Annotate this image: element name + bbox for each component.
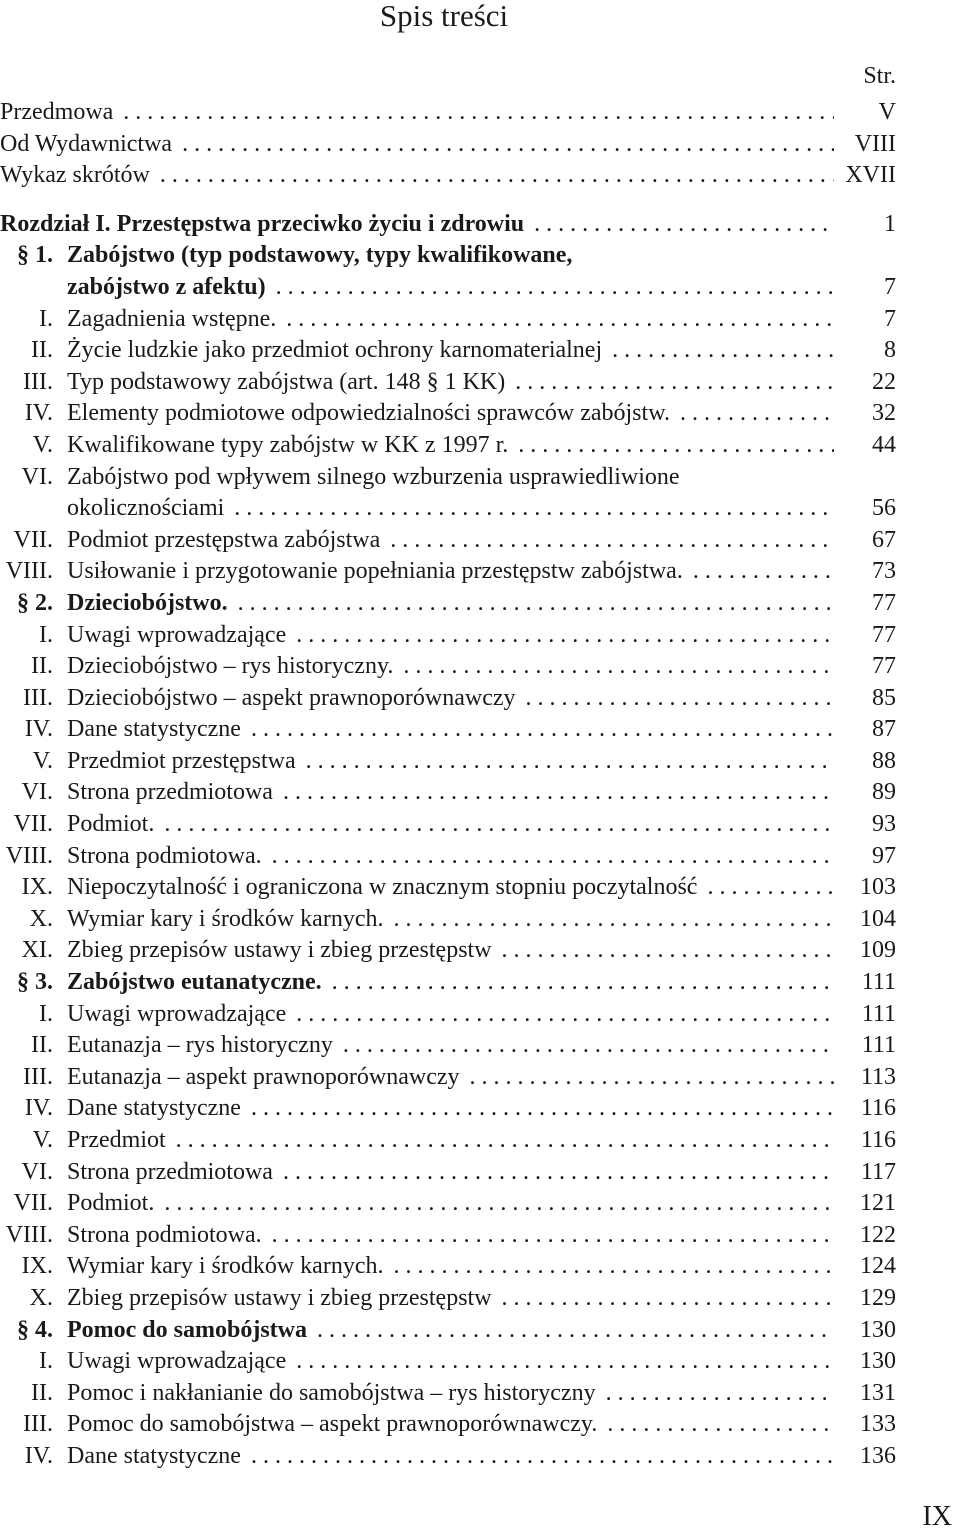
toc-entry <box>0 493 960 525</box>
toc-entry-number: II. <box>31 337 53 364</box>
toc-entry-leader <box>67 620 834 652</box>
toc-entry <box>0 588 960 620</box>
toc-entry-leader <box>67 1125 834 1157</box>
toc-entry <box>0 683 960 715</box>
toc-entry-leader <box>67 304 834 336</box>
toc-entry-leader <box>67 683 834 715</box>
toc-entry-leader <box>67 714 834 746</box>
toc-entry-leader <box>67 493 834 525</box>
toc-entry-number: I. <box>39 1000 53 1027</box>
toc-entry <box>0 872 960 904</box>
toc-entry-number: § 3. <box>17 969 53 996</box>
toc-entry-number: VIII. <box>5 558 53 585</box>
toc-entry-number: § 1. <box>17 242 53 269</box>
toc-entry-leader <box>67 1346 834 1378</box>
toc-entry <box>0 209 960 241</box>
page-column-label: Str. <box>863 63 896 89</box>
toc-entry-title: Eutanazja – aspekt prawnoporównawczy <box>67 1064 464 1090</box>
toc-entry-leader <box>67 1251 834 1283</box>
toc-entry-leader <box>67 935 834 967</box>
toc-entry-page: 89 <box>836 777 896 809</box>
toc-entry-number: § 4. <box>17 1316 53 1343</box>
toc-entry-title: Dane statystyczne <box>67 1095 245 1121</box>
toc-entry-number: III. <box>23 684 53 711</box>
toc-entry-number: X. <box>29 905 53 932</box>
toc-entry-title: Strona przedmiotowa <box>67 779 277 805</box>
toc-entry-title: Pomoc do samobójstwa – aspekt prawnoporównawczy. <box>67 1411 601 1437</box>
toc-entry-title: Elementy podmiotowe odpowiedzialności sprawców zabójstw. <box>67 400 674 426</box>
toc-entry-page: 131 <box>836 1378 896 1410</box>
toc-entry-page: 93 <box>836 809 896 841</box>
page-title: Spis treści <box>379 0 509 33</box>
toc-entry-leader <box>67 1441 834 1473</box>
toc-entry-page: 77 <box>836 620 896 652</box>
toc-entry <box>0 1157 960 1189</box>
toc-entry-title: Zbieg przepisów ustawy i zbieg przestępstw <box>67 937 496 963</box>
toc-entry-number: IV. <box>24 716 53 743</box>
toc-entry <box>0 160 960 192</box>
toc-entry-leader <box>67 746 834 778</box>
toc-entry-page: 133 <box>836 1409 896 1441</box>
toc-entry-page: 73 <box>836 556 896 588</box>
toc-entry-leader <box>67 1220 834 1252</box>
toc-entry-leader <box>67 525 834 557</box>
toc-entry <box>0 1062 960 1094</box>
toc-entry <box>0 1441 960 1473</box>
toc-entry-page: 130 <box>836 1346 896 1378</box>
toc-entry-number: II. <box>31 1032 53 1059</box>
toc-entry <box>0 841 960 873</box>
toc-entry-leader <box>67 904 834 936</box>
toc-entry-leader <box>67 272 834 304</box>
toc-entry <box>0 462 960 494</box>
toc-entry-number: VII. <box>13 526 53 553</box>
toc-entry-title: Wymiar kary i środków karnych. <box>67 1253 387 1279</box>
toc-entry-page: 129 <box>836 1283 896 1315</box>
toc-entry-leader <box>67 809 834 841</box>
toc-entry-leader <box>67 1409 834 1441</box>
toc-entry-leader <box>67 335 834 367</box>
toc-entry-leader <box>67 1283 834 1315</box>
toc-entry-leader <box>0 129 834 161</box>
toc-entry-page: VIII <box>836 129 896 161</box>
toc-entry-title: Eutanazja – rys historyczny <box>67 1032 337 1058</box>
toc-entry-page: 56 <box>836 493 896 525</box>
toc-entry-page: XVII <box>836 160 896 192</box>
toc-entry-number: VIII. <box>5 842 53 869</box>
toc-entry-page: 109 <box>836 935 896 967</box>
toc-entry-title: Uwagi wprowadzające <box>67 622 290 648</box>
toc-entry-number: III. <box>23 368 53 395</box>
toc-entry-leader <box>0 209 834 241</box>
toc-entry-number: IX. <box>21 874 53 901</box>
toc-entry <box>0 525 960 557</box>
toc-entry-number: VII. <box>13 1190 53 1217</box>
toc-entry <box>0 129 960 161</box>
toc-entry-page: 8 <box>836 335 896 367</box>
toc-entry-title: Dane statystyczne <box>67 716 245 742</box>
toc-entry-leader <box>67 841 834 873</box>
toc-entry-number: IX. <box>21 1253 53 1280</box>
toc-entry <box>0 367 960 399</box>
toc-entry <box>0 935 960 967</box>
toc-entry-page: 117 <box>836 1157 896 1189</box>
toc-entry <box>0 1125 960 1157</box>
toc-entry <box>0 1188 960 1220</box>
toc-entry-page: 87 <box>836 714 896 746</box>
toc-entry <box>0 967 960 999</box>
toc-entry-page: 77 <box>836 588 896 620</box>
toc-entry <box>0 97 960 129</box>
toc-entry-leader <box>67 1188 834 1220</box>
toc-entry-title: Niepoczytalność i ograniczona w znacznym stopniu poczytalność <box>67 874 701 900</box>
toc-entry-number: I. <box>39 1348 53 1375</box>
toc-entry-number: § 2. <box>17 589 53 616</box>
toc-entry-title: Typ podstawowy zabójstwa (art. 148 § 1 KK) <box>67 369 509 395</box>
toc-entry-leader <box>67 967 834 999</box>
toc-entry-number: VI. <box>21 779 53 806</box>
toc-entry-leader <box>67 240 834 272</box>
toc-entry-title: Dzieciobójstwo. <box>67 590 232 616</box>
toc-entry <box>0 272 960 304</box>
toc-entry-leader <box>67 398 834 430</box>
toc-entry-page: 7 <box>836 304 896 336</box>
toc-entry-page: 116 <box>836 1125 896 1157</box>
toc-entry <box>0 1346 960 1378</box>
toc-entry-page: 111 <box>836 1030 896 1062</box>
toc-entry-number: I. <box>39 621 53 648</box>
toc-entry-page: 104 <box>836 904 896 936</box>
toc-entry-page: 85 <box>836 683 896 715</box>
toc-entry <box>0 430 960 462</box>
toc-entry-leader <box>67 1093 834 1125</box>
toc-entry-page: 116 <box>836 1093 896 1125</box>
toc-entry <box>0 335 960 367</box>
toc-entry <box>0 1220 960 1252</box>
toc-entry-page: 130 <box>836 1315 896 1347</box>
toc-entry-page: 122 <box>836 1220 896 1252</box>
toc-entry-page: 103 <box>836 872 896 904</box>
toc-entry-leader <box>67 556 834 588</box>
toc-entry-title: Zabójstwo pod wpływem silnego wzburzenia usprawiedliwione <box>67 464 684 490</box>
toc-entry-title: Strona podmiotowa. <box>67 1222 266 1248</box>
toc-entry-title: Zagadnienia wstępne. <box>67 306 280 332</box>
toc-entry-number: X. <box>29 1284 53 1311</box>
toc-entry <box>0 1030 960 1062</box>
toc-entry-number: IV. <box>24 1442 53 1469</box>
toc-entry-leader <box>67 462 834 494</box>
toc-entry-number: VIII. <box>5 1221 53 1248</box>
toc-entry-leader <box>67 1030 834 1062</box>
toc-entry-number: VII. <box>13 811 53 838</box>
toc-entry-leader <box>67 777 834 809</box>
toc-entry <box>0 746 960 778</box>
toc-entry <box>0 556 960 588</box>
toc-entry-title: Wymiar kary i środków karnych. <box>67 906 387 932</box>
toc-entry <box>0 809 960 841</box>
toc-entry-leader <box>67 1378 834 1410</box>
toc-entry-number: I. <box>39 305 53 332</box>
toc-entry-title: zabójstwo z afektu) <box>67 274 270 300</box>
toc-entry-title: Od Wydawnictwa <box>0 131 176 157</box>
toc-entry <box>0 777 960 809</box>
toc-entry-title: Uwagi wprowadzające <box>67 1348 290 1374</box>
table-of-contents <box>0 97 960 1473</box>
toc-entry-leader <box>67 999 834 1031</box>
toc-entry-number: V. <box>32 747 53 774</box>
toc-entry-page: 121 <box>836 1188 896 1220</box>
toc-entry <box>0 240 960 272</box>
toc-entry-title: Dzieciobójstwo – aspekt prawnoporównawczy <box>67 685 520 711</box>
toc-entry <box>0 398 960 430</box>
toc-entry-number: II. <box>31 1379 53 1406</box>
toc-entry-title: Usiłowanie i przygotowanie popełniania przestępstw zabójstwa. <box>67 558 687 584</box>
toc-entry <box>0 620 960 652</box>
toc-entry-title: Wykaz skrótów <box>0 162 154 188</box>
toc-entry <box>0 1093 960 1125</box>
toc-entry <box>0 304 960 336</box>
toc-entry-title: Rozdział I. Przestępstwa przeciwko życiu i zdrowiu <box>0 211 528 237</box>
toc-entry <box>0 714 960 746</box>
toc-entry-leader <box>0 160 834 192</box>
toc-entry-leader <box>67 872 834 904</box>
toc-entry-page: 111 <box>836 999 896 1031</box>
toc-entry-leader <box>67 1062 834 1094</box>
toc-entry-page: 1 <box>836 209 896 241</box>
toc-entry-title: Dzieciobójstwo – rys historyczny. <box>67 653 397 679</box>
toc-entry-page: 22 <box>836 367 896 399</box>
toc-entry <box>0 904 960 936</box>
toc-entry <box>0 1283 960 1315</box>
toc-entry-title: okolicznościami <box>67 495 228 521</box>
toc-entry <box>0 651 960 683</box>
toc-entry <box>0 1315 960 1347</box>
toc-entry-title: Podmiot przestępstwa zabójstwa <box>67 527 384 553</box>
toc-entry-page: 32 <box>836 398 896 430</box>
toc-entry-leader <box>67 588 834 620</box>
toc-entry-page: V <box>836 97 896 129</box>
toc-entry-title: Strona przedmiotowa <box>67 1159 277 1185</box>
toc-entry-title: Przedmowa <box>0 99 117 125</box>
toc-entry-title: Podmiot. <box>67 1190 158 1216</box>
toc-entry-leader <box>67 1315 834 1347</box>
toc-entry-title: Przedmiot przestępstwa <box>67 748 300 774</box>
toc-entry-number: IV. <box>24 1095 53 1122</box>
toc-entry-title: Pomoc do samobójstwa <box>67 1317 311 1343</box>
toc-entry-title: Zbieg przepisów ustawy i zbieg przestępstw <box>67 1285 496 1311</box>
toc-entry-title: Podmiot. <box>67 811 158 837</box>
toc-entry-page: 136 <box>836 1441 896 1473</box>
toc-entry-number: V. <box>32 1127 53 1153</box>
toc-entry-number: VI. <box>21 463 53 490</box>
toc-entry-page: 44 <box>836 430 896 462</box>
toc-entry-title: Kwalifikowane typy zabójstw w KK z 1997 r. <box>67 432 512 458</box>
toc-entry-number: III. <box>23 1411 53 1438</box>
toc-entry-page: 77 <box>836 651 896 683</box>
toc-entry-page: 113 <box>836 1062 896 1094</box>
toc-entry-page: 97 <box>836 841 896 873</box>
toc-entry-title: Przedmiot <box>67 1127 170 1153</box>
toc-entry-number: VI. <box>21 1158 53 1185</box>
toc-entry-page: 111 <box>836 967 896 999</box>
toc-entry-page: 67 <box>836 525 896 557</box>
toc-entry-page: 7 <box>836 272 896 304</box>
toc-entry-number: III. <box>23 1063 53 1090</box>
toc-entry-page: 88 <box>836 746 896 778</box>
toc-entry-leader <box>0 97 834 129</box>
toc-entry-leader <box>67 1157 834 1189</box>
toc-entry <box>0 1409 960 1441</box>
toc-entry-number: II. <box>31 653 53 680</box>
toc-entry-title: Dane statystyczne <box>67 1443 245 1469</box>
page-folio: IX <box>922 1501 952 1532</box>
toc-entry-number: XI. <box>21 937 53 964</box>
toc-entry-title: Pomoc i nakłanianie do samobójstwa – rys historyczny <box>67 1380 600 1406</box>
toc-entry-title: Uwagi wprowadzające <box>67 1001 290 1027</box>
toc-entry-page: 124 <box>836 1251 896 1283</box>
toc-entry <box>0 999 960 1031</box>
toc-entry-number: V. <box>32 431 53 458</box>
toc-entry-title: Życie ludzkie jako przedmiot ochrony karnomaterialnej <box>67 337 606 363</box>
toc-entry-leader <box>67 367 834 399</box>
toc-entry <box>0 1378 960 1410</box>
toc-entry-title: Strona podmiotowa. <box>67 843 266 869</box>
toc-entry-title: Zabójstwo (typ podstawowy, typy kwalifikowane, <box>67 242 576 268</box>
toc-entry-leader <box>67 430 834 462</box>
toc-entry-title: Zabójstwo eutanatyczne. <box>67 969 326 995</box>
toc-entry <box>0 1251 960 1283</box>
toc-entry-number: IV. <box>24 400 53 427</box>
toc-entry-leader <box>67 651 834 683</box>
